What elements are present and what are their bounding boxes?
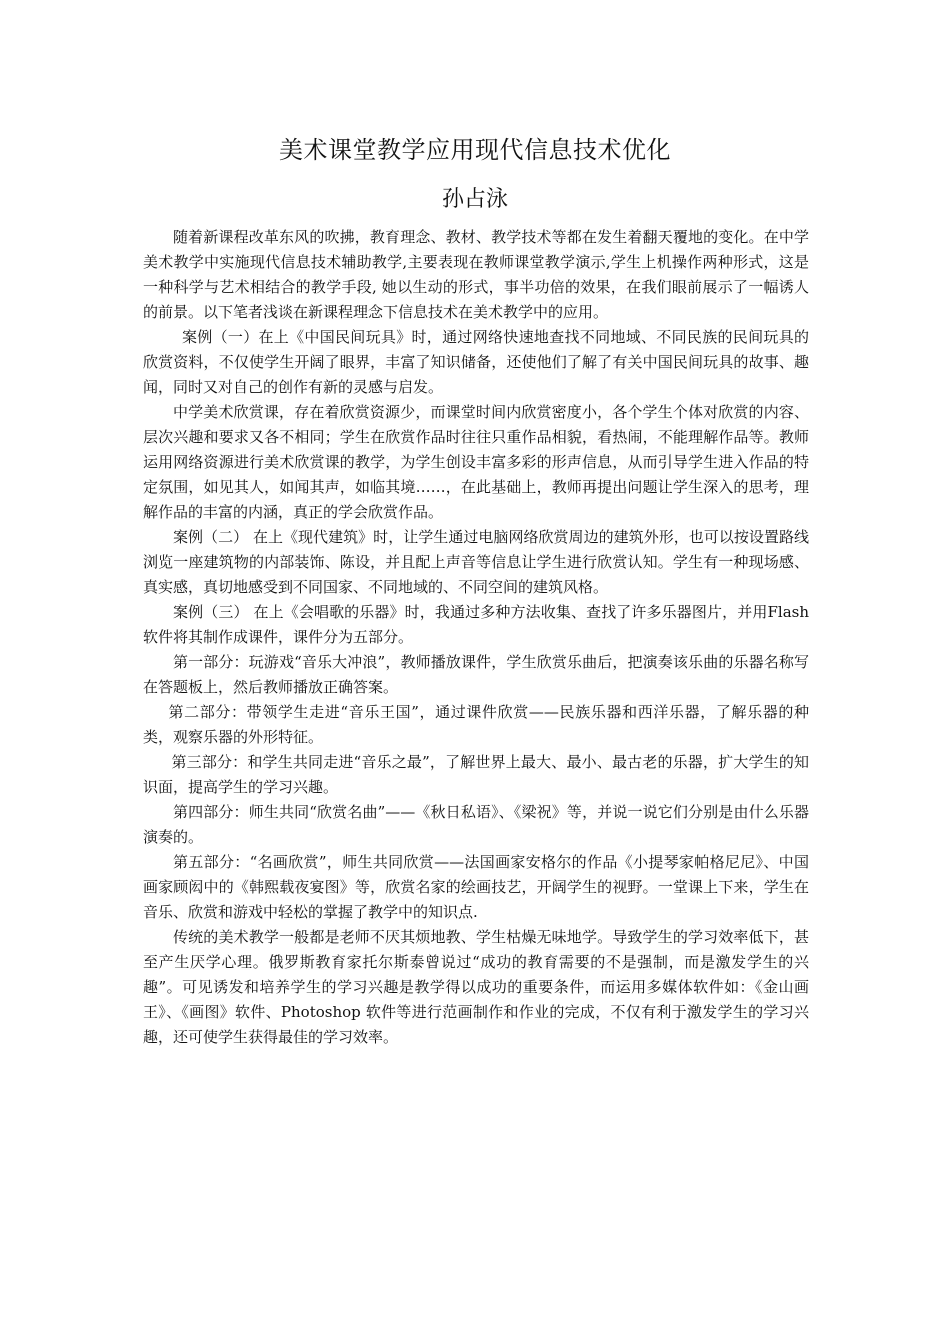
paragraph-part-1: 第一部分：玩游戏“音乐大冲浪”，教师播放课件，学生欣赏乐曲后，把演奏该乐曲的乐器名称写在答题板上，然后教师播放正确答案。 <box>143 653 809 696</box>
paragraph-case-2: 案例（二） 在上《现代建筑》时，让学生通过电脑网络欣赏周边的建筑外形，也可以按设置路线浏览一座建筑物的内部装饰、陈设，并且配上声音等信息让学生进行欣赏认知。学生有一种现场感、真实感，真切地感受到不同国家、不同地域的、不同空间的建筑风格。 <box>143 528 809 596</box>
paragraph-case-3: 案例（三） 在上《会唱歌的乐器》时，我通过多种方法收集、查找了许多乐器图片，并用Flash 软件将其制作成课件，课件分为五部分。 <box>143 603 809 646</box>
paragraph-part-2: 第二部分：带领学生走进“音乐王国”，通过课件欣赏——民族乐器和西洋乐器，了解乐器的种类，观察乐器的外形特征。 <box>143 703 809 746</box>
document-body <box>143 225 809 1050</box>
paragraph-case-1: 案例（一）在上《中国民间玩具》时，通过网络快速地查找不同地域、不同民族的民间玩具的欣赏资料，不仅使学生开阔了眼界，丰富了知识储备，还使他们了解了有关中国民间玩具的故事、趣闻，同时又对自己的创作有新的灵感与启发。 <box>143 328 809 396</box>
paragraph-conclusion: 传统的美术教学一般都是老师不厌其烦地教、学生枯燥无味地学。导致学生的学习效率低下，甚至产生厌学心理。俄罗斯教育家托尔斯泰曾说过“成功的教育需要的不是强制，而是激发学生的兴趣”。可见诱发和培养学生的学习兴趣是教学得以成功的重要条件，而运用多媒体软件如：《金山画王》、《画图》软件、Photoshop 软件等进行范画制作和作业的完成，不仅有利于激发学生的学习兴趣，还可使学生获得最佳的学习效率。 <box>143 928 809 1046</box>
paragraph-part-5: 第五部分：“名画欣赏”，师生共同欣赏——法国画家安格尔的作品《小提琴家帕格尼尼》、中国画家顾闳中的《韩熙载夜宴图》等，欣赏名家的绘画技艺，开阔学生的视野。一堂课上下来，学生在音乐、欣赏和游戏中轻松的掌握了教学中的知识点. <box>143 853 809 921</box>
paragraph-part-3: 第三部分：和学生共同走进“音乐之最”，了解世界上最大、最小、最古老的乐器，扩大学生的知识面，提高学生的学习兴趣。 <box>143 753 809 796</box>
paragraph-appreciation: 中学美术欣赏课，存在着欣赏资源少，而课堂时间内欣赏密度小，各个学生个体对欣赏的内容、层次兴趣和要求又各不相同；学生在欣赏作品时往往只重作品相貌，看热闹，不能理解作品等。教师运用网络资源进行美术欣赏课的教学，为学生创设丰富多彩的形声信息，从而引导学生进入作品的特定氛围，如见其人，如闻其声，如临其境……，在此基础上，教师再提出问题让学生深入的思考，理解作品的丰富的内涵，真正的学会欣赏作品。 <box>143 403 809 521</box>
paragraph-part-4: 第四部分：师生共同“欣赏名曲”——《秋日私语》、《梁祝》等，并说一说它们分别是由什么乐器演奏的。 <box>143 803 809 846</box>
document-author: 孙占泳 <box>441 187 508 212</box>
document-title: 美术课堂教学应用现代信息技术优化 <box>279 136 671 164</box>
paragraph-intro: 随着新课程改革东风的吹拂，教育理念、教材、教学技术等都在发生着翻天覆地的变化。在中学美术教学中实施现代信息技术辅助教学,主要表现在教师课堂教学演示,学生上机操作两种形式，这是一种科学与艺术相结合的教学手段, 她以生动的形式，事半功倍的效果，在我们眼前展示了一幅诱人的前景。以下笔者浅谈在新课程理念下信息技术在美术教学中的应用。 <box>143 228 809 321</box>
